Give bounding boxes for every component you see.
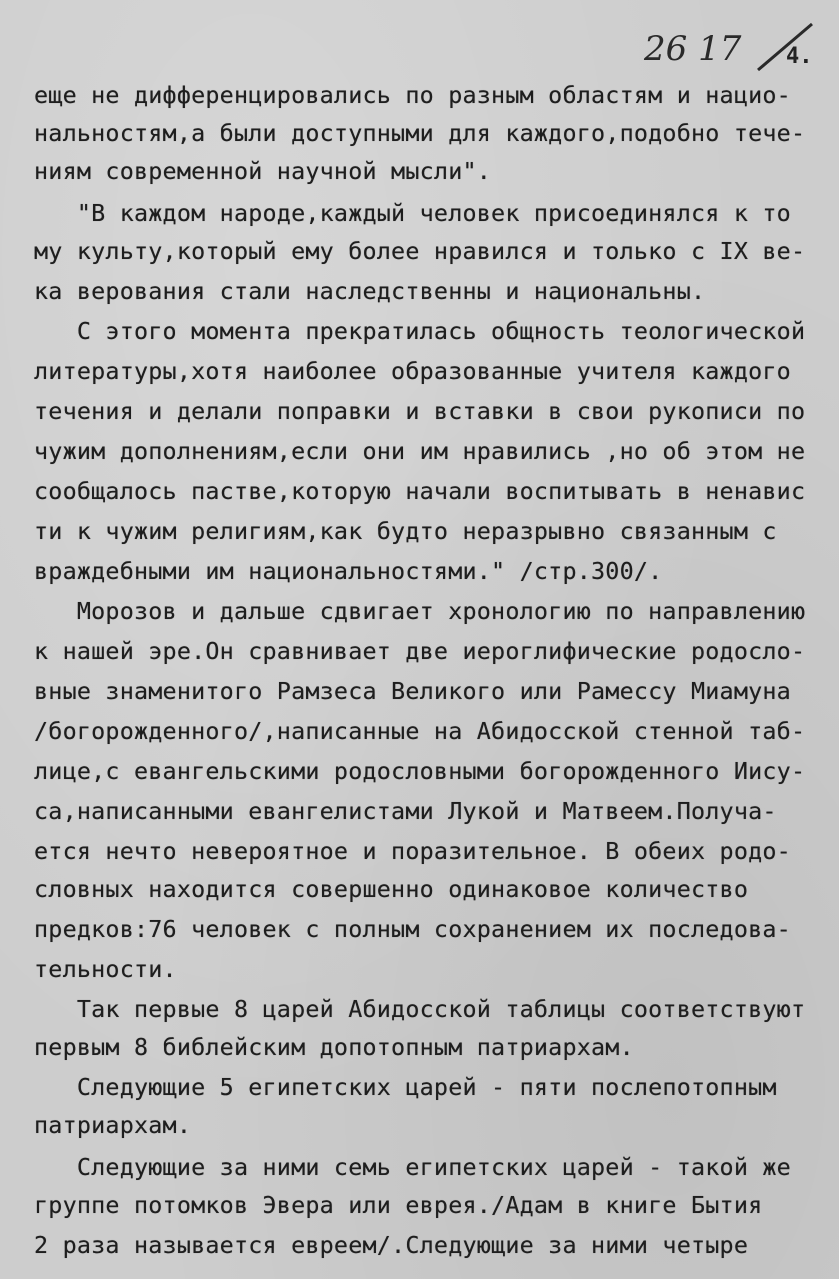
typed-line: ется нечто невероятное и поразительное. В обеих родо- (34, 837, 791, 865)
typed-line: тельности. (34, 955, 177, 983)
typed-line: патриархам. (34, 1111, 192, 1139)
typed-line: Следующие за ними семь египетских царей - такой же (34, 1153, 791, 1181)
typed-line: течения и делали поправки и вставки в свои рукописи по (34, 397, 806, 425)
typed-line: вные знаменитого Рамзеса Великого или Рамессу Миамуна (34, 677, 791, 705)
handwritten-number-text: 26 17 (644, 29, 742, 69)
typed-line: ти к чужим религиям,как будто неразрывно связанным с (34, 517, 777, 545)
typed-line: нальностям,а были доступными для каждого,подобно тече- (34, 119, 806, 147)
typed-line: чужим дополнениям,если они им нравились ,но об этом не (34, 437, 806, 465)
typed-line: сообщалось пастве,которую начали воспитывать в ненавис (34, 477, 806, 505)
typed-line: Морозов и дальше сдвигает хронологию по направлению (34, 597, 806, 625)
page-number: 4. (786, 44, 813, 69)
typed-line: са,написанными евангелистами Лукой и Матвеем.Получа- (34, 797, 777, 825)
typed-line: /богорожденного/,написанные на Абидосской стенной таб- (34, 717, 806, 745)
typed-line: лице,с евангельскими родословными богорожденного Иису- (34, 757, 806, 785)
typed-line: Следующие 5 египетских царей - пяти послепотопным (34, 1073, 777, 1101)
typed-line: ниям современной научной мысли". (34, 157, 492, 185)
typed-line: враждебными им национальностями." /стр.300/. (34, 557, 663, 585)
typed-line: первым 8 библейским допотопным патриархам. (34, 1033, 634, 1061)
typed-line: литературы,хотя наиболее образованные учителя каждого (34, 357, 791, 385)
typed-line: му культу,который ему более нравился и только с IX ве- (34, 237, 806, 265)
typed-line: к нашей эре.Он сравнивает две иероглифические родосло- (34, 637, 806, 665)
typed-line: еще не дифференцировались по разным областям и нацио- (34, 81, 791, 109)
typed-line: Так первые 8 царей Абидосской таблицы соответствуют (34, 995, 806, 1023)
typed-line: "В каждом народе,каждый человек присоединялся к то (34, 199, 791, 227)
typed-line: словных находится совершенно одинаковое количество (34, 875, 749, 903)
typed-line: группе потомков Эвера или еврея./Адам в книге Бытия (34, 1191, 763, 1219)
typed-line: предков:76 человек с полным сохранением их последова- (34, 915, 791, 943)
typed-line: ка верования стали наследственны и национальны. (34, 277, 706, 305)
typed-line: 2 раза называется евреем/.Следующие за ними четыре (34, 1231, 749, 1259)
typed-line: С этого момента прекратилась общность теологической (34, 317, 806, 345)
